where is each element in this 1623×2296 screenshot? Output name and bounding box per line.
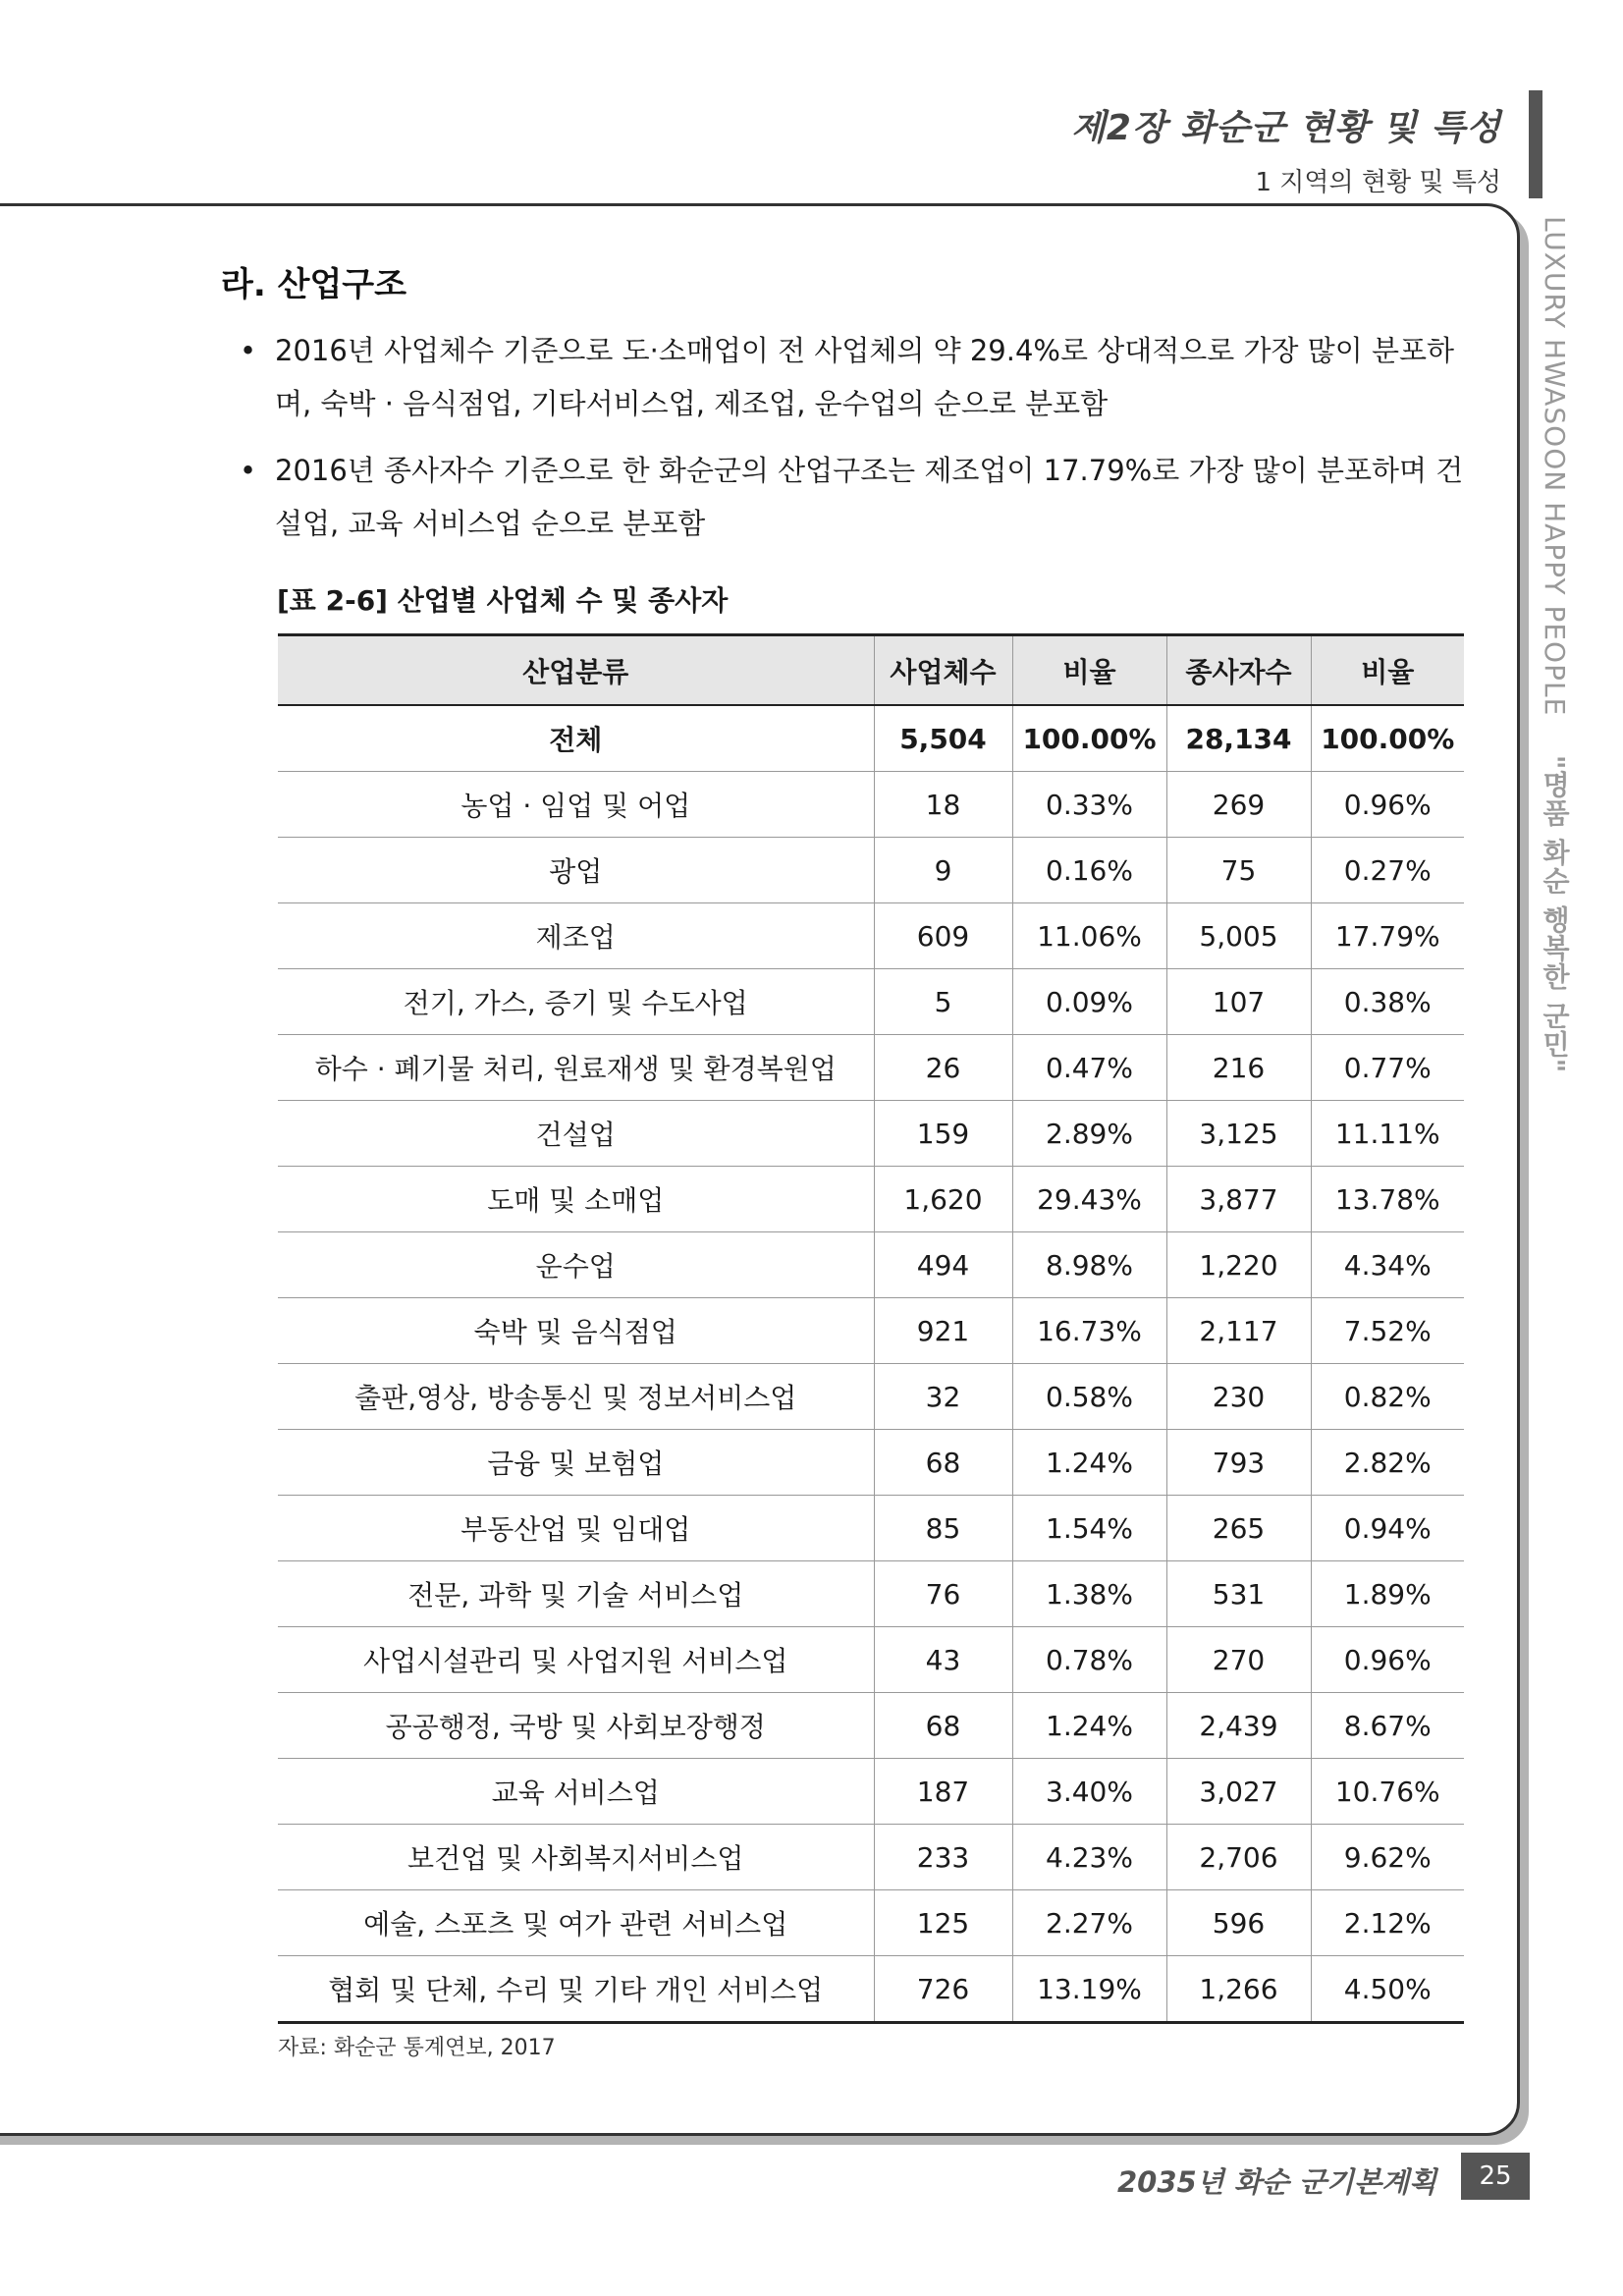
table-cell: 농업 · 임업 및 어업 [278, 772, 874, 838]
table-row [278, 1167, 1464, 1232]
table-cell: 13.78% [1311, 1167, 1464, 1232]
table-cell: 2.12% [1311, 1890, 1464, 1956]
table-cell: 2,706 [1166, 1825, 1311, 1890]
table-cell: 107 [1166, 969, 1311, 1035]
bullet-item: • 2016년 사업체수 기준으로 도·소매업이 전 사업체의 약 29.4%로 상대적으로 가장 많이 분포하며, 숙박 · 음식점업, 기타서비스업, 제조업, 운수업의 순으로 분포함 [275, 324, 1483, 430]
table-cell: 협회 및 단체, 수리 및 기타 개인 서비스업 [278, 1956, 874, 2023]
table-row [278, 1890, 1464, 1956]
table-cell: 보건업 및 사회복지서비스업 [278, 1825, 874, 1890]
table-cell: 출판,영상, 방송통신 및 정보서비스업 [278, 1364, 874, 1430]
table-cell: 광업 [278, 838, 874, 903]
table-cell: 1,620 [874, 1167, 1012, 1232]
bullet-list [275, 324, 1483, 564]
table-row [278, 1561, 1464, 1627]
table-cell: 0.96% [1311, 772, 1464, 838]
table-cell: 68 [874, 1693, 1012, 1759]
table-cell: 하수 · 폐기물 처리, 원료재생 및 환경복원업 [278, 1035, 874, 1101]
table-cell: 11.11% [1311, 1101, 1464, 1167]
table-cell: 16.73% [1012, 1298, 1166, 1364]
table-cell: 0.96% [1311, 1627, 1464, 1693]
table-cell: 9 [874, 838, 1012, 903]
table-cell: 5,005 [1166, 903, 1311, 969]
table-cell: 270 [1166, 1627, 1311, 1693]
table-cell: 3,027 [1166, 1759, 1311, 1825]
table-cell: 18 [874, 772, 1012, 838]
table-cell: 공공행정, 국방 및 사회보장행정 [278, 1693, 874, 1759]
side-banner [1535, 216, 1574, 1073]
table-cell: 0.58% [1012, 1364, 1166, 1430]
table-cell: 2.82% [1311, 1430, 1464, 1496]
table-cell: 11.06% [1012, 903, 1166, 969]
table-cell: 전기, 가스, 증기 및 수도사업 [278, 969, 874, 1035]
table-row [278, 1759, 1464, 1825]
table-cell: 사업시설관리 및 사업지원 서비스업 [278, 1627, 874, 1693]
table-cell: 1.24% [1012, 1693, 1166, 1759]
table-cell: 4.23% [1012, 1825, 1166, 1890]
table-cell: 3,877 [1166, 1167, 1311, 1232]
table-cell: 494 [874, 1232, 1012, 1298]
table-cell: 13.19% [1012, 1956, 1166, 2023]
header-accent-bar [1529, 90, 1542, 198]
table-row [278, 1825, 1464, 1890]
table-cell: 건설업 [278, 1101, 874, 1167]
table-cell: 28,134 [1166, 705, 1311, 772]
table-cell: 1,220 [1166, 1232, 1311, 1298]
table-cell: 0.82% [1311, 1364, 1464, 1430]
table-cell: 26 [874, 1035, 1012, 1101]
table-cell: 5 [874, 969, 1012, 1035]
table-cell: 216 [1166, 1035, 1311, 1101]
table-cell: 921 [874, 1298, 1012, 1364]
table-cell: 제조업 [278, 903, 874, 969]
table-cell: 전문, 과학 및 기술 서비스업 [278, 1561, 874, 1627]
table-cell: 43 [874, 1627, 1012, 1693]
table-cell: 예술, 스포츠 및 여가 관련 서비스업 [278, 1890, 874, 1956]
col-header-worker-ratio: 비율 [1311, 635, 1464, 706]
table-cell: 0.33% [1012, 772, 1166, 838]
table-cell: 76 [874, 1561, 1012, 1627]
table-cell: 159 [874, 1101, 1012, 1167]
table-cell: 부동산업 및 임대업 [278, 1496, 874, 1561]
table-row [278, 1298, 1464, 1364]
table-row [278, 1232, 1464, 1298]
table-cell: 0.38% [1311, 969, 1464, 1035]
table-cell: 233 [874, 1825, 1012, 1890]
table-cell: 32 [874, 1364, 1012, 1430]
table-cell: 100.00% [1311, 705, 1464, 772]
table-row [278, 1693, 1464, 1759]
table-cell: 531 [1166, 1561, 1311, 1627]
table-cell: 609 [874, 903, 1012, 969]
table-cell: 1.24% [1012, 1430, 1166, 1496]
table-row [278, 1101, 1464, 1167]
table-cell: 17.79% [1311, 903, 1464, 969]
table-cell: 29.43% [1012, 1167, 1166, 1232]
table-cell: 85 [874, 1496, 1012, 1561]
table-row [278, 969, 1464, 1035]
table-cell: 숙박 및 음식점업 [278, 1298, 874, 1364]
table-cell: 2,439 [1166, 1693, 1311, 1759]
page-number: 25 [1461, 2153, 1530, 2200]
table-cell: 75 [1166, 838, 1311, 903]
col-header-business-ratio: 비율 [1012, 635, 1166, 706]
industry-table [278, 633, 1464, 2024]
table-cell: 230 [1166, 1364, 1311, 1430]
col-header-business-count: 사업체수 [874, 635, 1012, 706]
table-cell: 4.50% [1311, 1956, 1464, 2023]
table-cell: 596 [1166, 1890, 1311, 1956]
table-cell: 5,504 [874, 705, 1012, 772]
table-total-row [278, 705, 1464, 772]
table-cell: 793 [1166, 1430, 1311, 1496]
bullet-item: • 2016년 종사자수 기준으로 한 화순군의 산업구조는 제조업이 17.79%로 가장 많이 분포하며 건설업, 교육 서비스업 순으로 분포함 [275, 444, 1483, 550]
table-cell: 전체 [278, 705, 874, 772]
table-cell: 0.47% [1012, 1035, 1166, 1101]
table-cell: 187 [874, 1759, 1012, 1825]
side-banner-text: LUXURY HWASOON HAPPY PEOPLE [1539, 216, 1571, 717]
table-cell: 8.98% [1012, 1232, 1166, 1298]
table-cell: 0.77% [1311, 1035, 1464, 1101]
table-cell: 726 [874, 1956, 1012, 2023]
table-cell: 1.54% [1012, 1496, 1166, 1561]
col-header-worker-count: 종사자수 [1166, 635, 1311, 706]
table-cell: 1.89% [1311, 1561, 1464, 1627]
table-cell: 68 [874, 1430, 1012, 1496]
table-cell: 269 [1166, 772, 1311, 838]
table-cell: 0.94% [1311, 1496, 1464, 1561]
side-banner-slogan: "명품 화순 행복한 군민" [1539, 754, 1571, 1074]
col-header-industry: 산업분류 [278, 635, 874, 706]
section-subtitle: 1 지역의 현황 및 특성 [1255, 168, 1501, 197]
table-cell: 금융 및 보험업 [278, 1430, 874, 1496]
section-heading: 라. 산업구조 [221, 265, 406, 304]
table-cell: 1,266 [1166, 1956, 1311, 2023]
table-cell: 10.76% [1311, 1759, 1464, 1825]
table-cell: 도매 및 소매업 [278, 1167, 874, 1232]
table-cell: 100.00% [1012, 705, 1166, 772]
table-row [278, 1496, 1464, 1561]
table-cell: 2,117 [1166, 1298, 1311, 1364]
table-cell: 0.09% [1012, 969, 1166, 1035]
table-cell: 7.52% [1311, 1298, 1464, 1364]
table-cell: 1.38% [1012, 1561, 1166, 1627]
table-cell: 125 [874, 1890, 1012, 1956]
table-row [278, 903, 1464, 969]
table-row [278, 838, 1464, 903]
table-cell: 3.40% [1012, 1759, 1166, 1825]
table-cell: 9.62% [1311, 1825, 1464, 1890]
table-cell: 0.78% [1012, 1627, 1166, 1693]
table-cell: 0.27% [1311, 838, 1464, 903]
table-row [278, 1364, 1464, 1430]
table-row [278, 772, 1464, 838]
table-source: 자료: 화순군 통계연보, 2017 [278, 2036, 556, 2060]
table-cell: 3,125 [1166, 1101, 1311, 1167]
table-row [278, 1035, 1464, 1101]
table-caption: [표 2-6] 산업별 사업체 수 및 종사자 [277, 584, 729, 617]
table-row [278, 1430, 1464, 1496]
chapter-title: 제2장 화순군 현황 및 특성 [1071, 108, 1501, 148]
table-cell: 265 [1166, 1496, 1311, 1561]
table-cell: 4.34% [1311, 1232, 1464, 1298]
table-row [278, 1956, 1464, 2023]
table-cell: 2.89% [1012, 1101, 1166, 1167]
table-header-row [278, 635, 1464, 706]
table-cell: 0.16% [1012, 838, 1166, 903]
table-cell: 8.67% [1311, 1693, 1464, 1759]
table-cell: 운수업 [278, 1232, 874, 1298]
table-cell: 교육 서비스업 [278, 1759, 874, 1825]
table-cell: 2.27% [1012, 1890, 1166, 1956]
table-row [278, 1627, 1464, 1693]
footer-title: 2035년 화순 군기본계획 [1116, 2165, 1436, 2199]
